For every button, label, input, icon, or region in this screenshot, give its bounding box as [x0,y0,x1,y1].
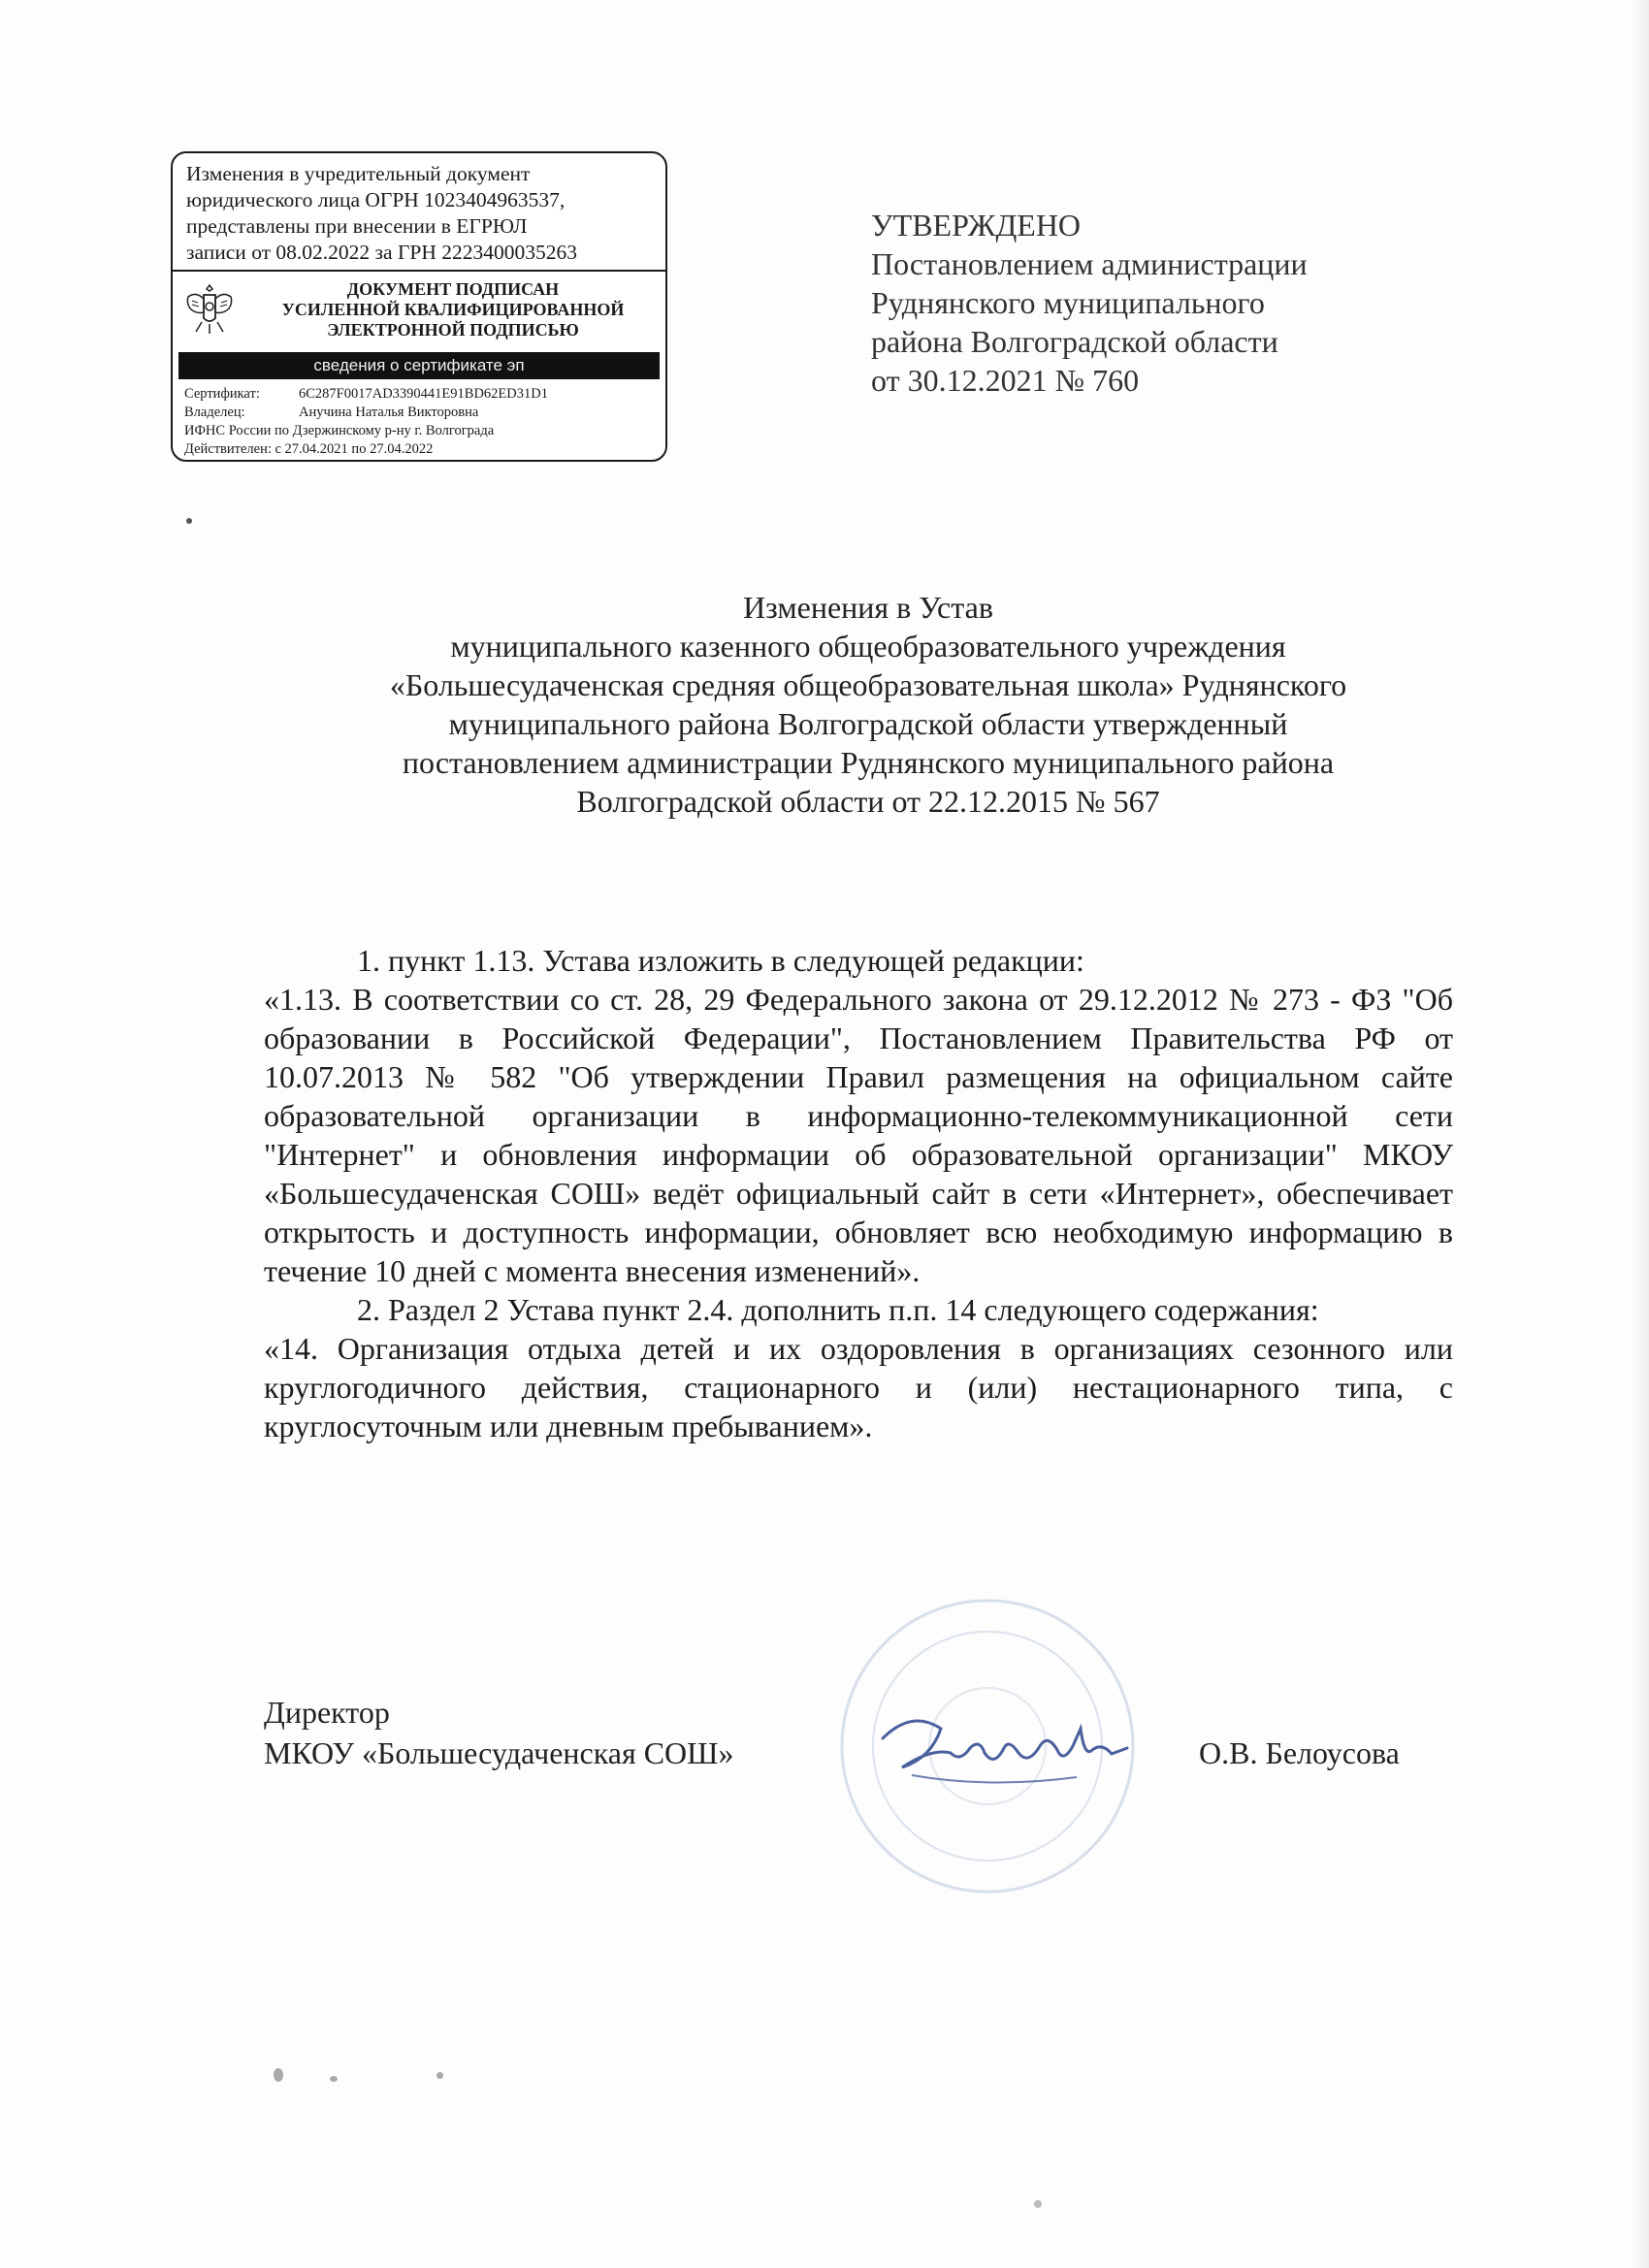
title-line: постановлением администрации Руднянского муниципального района [402,745,1335,780]
issuer-row: ИФНС России по Дзержинскому р-ну г. Волгограда [184,423,495,438]
title-line: Изменения в Устав [743,590,993,625]
approval-line: Постановлением администрации [871,246,1308,281]
validity-label: Действителен: [184,441,272,457]
e-signature-title [246,279,660,340]
signatory-organization: МКОУ «Большесудаченская СОШ» [264,1735,734,1770]
certificate-info-bar: сведения о сертификате эп [178,352,660,379]
item-2-text: «14. Организация отдыха детей и их оздоровления в организациях сезонного или круглогодичного действия, стационарного и (или) нестационарного типа, с круглосуточным или дневным пребыванием». [264,1331,1453,1443]
scan-edge-shadow [1632,0,1649,2268]
item-1-intro: 1. пункт 1.13. Устава изложить в следующей редакции: [357,943,1084,978]
certificate-value: 6C287F0017AD3390441E91BD62ED31D1 [299,386,548,402]
handwritten-signature [873,1700,1154,1806]
title-line: «Большесудаченская средняя общеобразовательная школа» Руднянского [389,667,1347,702]
owner-row [184,404,660,422]
item-2-intro: 2. Раздел 2 Устава пункт 2.4. дополнить п.п. 14 следующего содержания: [357,1292,1319,1327]
approval-line: УТВЕРЖДЕНО [871,208,1082,243]
registry-line: представлены при внесении в ЕГРЮЛ [186,214,528,238]
title-line: муниципального района Волгоградской области утвержденный [448,706,1288,741]
approval-block [871,206,1308,400]
scan-speck [436,2072,443,2079]
scan-speck [330,2076,338,2082]
e-signature-title-line: УСИЛЕННОЙ КВАЛИФИЦИРОВАННОЙ [281,300,625,319]
scan-speck [1034,2200,1042,2208]
document-title [242,588,1494,821]
validity-row [184,440,660,459]
owner-value: Анучина Наталья Викторовна [299,405,479,420]
scan-speck [274,2068,283,2082]
registry-line: Изменения в учредительный документ [186,162,531,185]
e-signature-block [173,270,665,462]
registry-stamp [171,151,667,462]
approval-line: от 30.12.2021 № 760 [871,363,1140,398]
registry-line: записи от 08.02.2022 за ГРН 2223400035263 [186,241,577,264]
certificate-label: Сертификат: [184,386,260,402]
registry-line: юридического лица ОГРН 1023404963537, [186,188,566,211]
coat-of-arms-icon [182,279,237,338]
signatory-name: О.В. Белоусова [1199,1735,1400,1770]
title-line: муниципального казенного общеобразовательного учреждения [450,629,1286,664]
item-1-text: «1.13. В соответствии со ст. 28, 29 Федерального закона от 29.12.2012 № 273 - ФЗ "Об образовании в Российской Федерации", Постановлением Правительства РФ от 10.07.2013 № 582 "Об утверждении Правил размещения на официальном сайте образовательной организации в информационно-телекоммуникационной сети "Интернет" и обновления информации об образовательной организации" МКОУ «Большесудаченская СОШ» ведёт официальный сайт в сети «Интернет», обеспечивает открытость и доступность информации, обновляет всю необходимую информацию в течение 10 дней с момента внесения изменений». [264,982,1453,1288]
signatory-position: Директор [264,1695,390,1730]
e-signature-title-line: ДОКУМЕНТ ПОДПИСАН [346,279,560,299]
approval-line: района Волгоградской области [871,324,1278,359]
e-signature-title-line: ЭЛЕКТРОННОЙ ПОДПИСЬЮ [327,320,579,340]
title-line: Волгоградской области от 22.12.2015 № 567 [576,784,1160,819]
scan-speck [186,518,192,524]
certificate-row [184,385,660,404]
document-body [264,941,1453,1445]
registry-note [173,153,665,270]
certificate-details [184,385,660,459]
owner-label: Владелец: [184,405,245,420]
validity-value: с 27.04.2021 по 27.04.2022 [275,441,434,457]
approval-line: Руднянского муниципального [871,285,1265,320]
signatory-block [264,1692,733,1773]
